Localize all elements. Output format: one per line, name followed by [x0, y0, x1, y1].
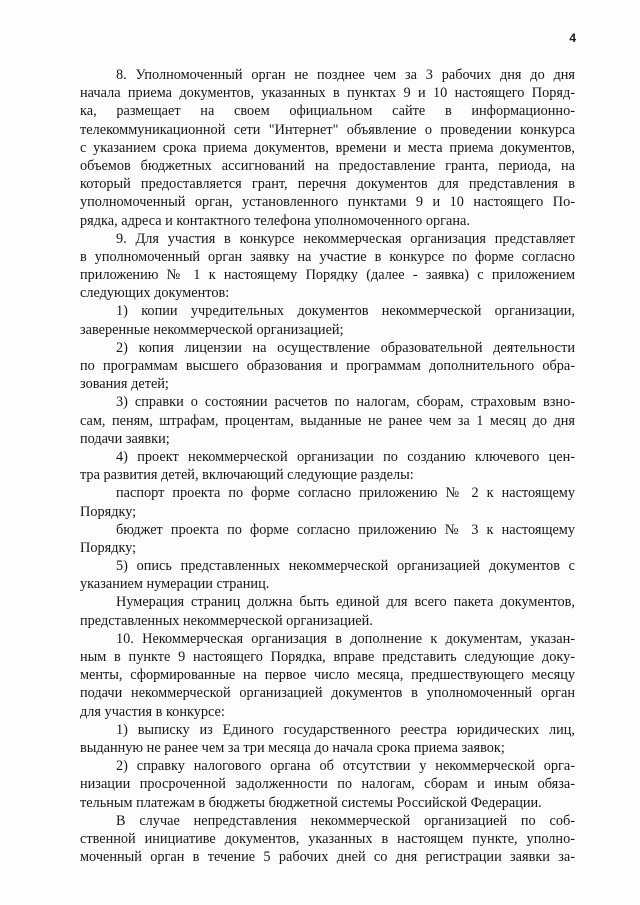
text-line: который предоставляется грант, перечня документов для представления в	[80, 176, 575, 193]
body-text	[80, 66, 575, 866]
text-line: моченный орган в течение 5 рабочих дней со дня регистрации заявки за-	[80, 849, 575, 866]
text-line: 5) опись представленных некоммерческой организацией документов с	[116, 558, 575, 575]
text-line: для участия в конкурсе:	[80, 703, 225, 720]
text-line: телекоммуникационной сети "Интернет" объявление о проведении конкурса	[80, 121, 575, 138]
text-line: ка, размещает на своем официальном сайте в информационно-	[80, 103, 575, 120]
text-line: Порядку;	[80, 539, 137, 556]
text-line: 3) справки о состоянии расчетов по налогам, сборам, страховым взно-	[116, 394, 575, 411]
text-line: тра развития детей, включающий следующие разделы:	[80, 467, 414, 484]
text-line: бюджет проекта по форме согласно приложению № 3 к настоящему	[116, 521, 575, 538]
text-line: 10. Некоммерческая организация в дополнение к документам, указан-	[116, 630, 575, 647]
text-line: заверенные некоммерческой организацией;	[80, 321, 344, 338]
page-number: 4	[569, 31, 576, 45]
text-line: подачи некоммерческой организацией документов в уполномоченный орган	[80, 685, 575, 702]
text-line: ственной инициативе документов, указанных в настоящем пункте, уполно-	[80, 830, 575, 847]
text-line: 9. Для участия в конкурсе некоммерческая организация представляет	[116, 230, 575, 247]
text-line: менты, сформированные на первое число месяца, предшествующего месяцу	[80, 667, 575, 684]
text-line: Порядку;	[80, 503, 137, 520]
text-line: с указанием срока приема документов, времени и места приема документов,	[80, 139, 575, 156]
text-line: объемов бюджетных ассигнований на предоставление гранта, периода, на	[80, 157, 575, 174]
text-line: выданную не ранее чем за три месяца до начала срока приема заявок;	[80, 739, 505, 756]
text-line: 2) копия лицензии на осуществление образовательной деятельности	[116, 339, 575, 356]
text-line: указанием нумерации страниц.	[80, 576, 270, 593]
text-line: 1) выписку из Единого государственного реестра юридических лиц,	[116, 721, 575, 738]
text-line: рядка, адреса и контактного телефона уполномоченного органа.	[80, 212, 470, 229]
text-line: следующих документов:	[80, 285, 230, 302]
text-line: 8. Уполномоченный орган не позднее чем за 3 рабочих дня до дня	[116, 67, 575, 83]
text-line: сам, пеням, штрафам, процентам, выданные не ранее чем за 1 месяц до дня	[80, 412, 575, 429]
text-line: зования детей;	[80, 376, 169, 393]
text-line: представленных некоммерческой организацией.	[80, 612, 373, 629]
text-line: приложению № 1 к настоящему Порядку (далее - заявка) с приложением	[80, 267, 575, 284]
text-line: паспорт проекта по форме согласно приложению № 2 к настоящему	[116, 485, 575, 502]
text-line: по программам высшего образования и программам дополнительного обра-	[80, 358, 575, 374]
text-line: 1) копии учредительных документов некоммерческой организации,	[116, 303, 575, 320]
text-line: Нумерация страниц должна быть единой для всего пакета документов,	[116, 594, 575, 611]
text-line: в уполномоченный орган заявку на участие в конкурсе по форме согласно	[80, 248, 575, 265]
text-line: 2) справку налогового органа об отсутствии у некоммерческой орга-	[116, 758, 575, 775]
text-line: начала приема документов, указанных в пунктах 9 и 10 настоящего Поряд-	[80, 85, 575, 102]
text-line: уполномоченный орган, установленного пунктами 9 и 10 настоящего По-	[80, 194, 575, 211]
text-line: В случае непредставления некоммерческой организацией по соб-	[116, 812, 575, 829]
text-line: ным в пункте 9 настоящего Порядка, вправе представить следующие доку-	[80, 649, 575, 665]
text-line: низации просроченной задолженности по налогам, сборам и иным обяза-	[80, 776, 575, 793]
text-line: 4) проект некоммерческой организации по созданию ключевого цен-	[116, 448, 575, 465]
text-line: тельным платежам в бюджеты бюджетной системы Российской Федерации.	[80, 794, 542, 811]
text-line: подачи заявки;	[80, 430, 170, 447]
